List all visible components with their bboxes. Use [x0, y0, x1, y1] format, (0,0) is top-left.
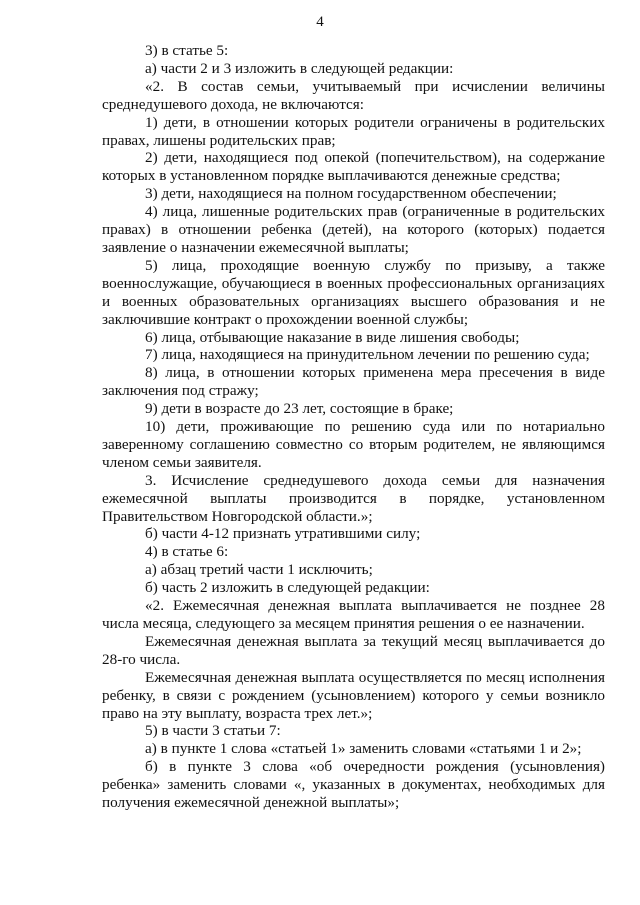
- paragraph: б) в пункте 3 слова «об очередности рождения (усыновления) ребенка» заменить словами «, указанных в документах, необходимых для получения ежемесячной денежной выплаты»;: [102, 758, 605, 812]
- paragraph: 8) лица, в отношении которых применена мера пресечения в виде заключения под стражу;: [102, 364, 605, 400]
- paragraph: 6) лица, отбывающие наказание в виде лишения свободы;: [145, 328, 520, 346]
- paragraph: «2. Ежемесячная денежная выплата выплачивается не позднее 28 числа месяца, следующего за месяцем принятия решения о ее назначении.: [102, 597, 605, 632]
- paragraph: 9) дети в возрасте до 23 лет, состоящие в браке;: [145, 400, 454, 418]
- paragraph: а) абзац третий части 1 исключить;: [145, 561, 373, 579]
- paragraph: 3) дети, находящиеся на полном государственном обеспечении;: [145, 185, 557, 203]
- page-number: 4: [316, 14, 324, 30]
- paragraph: 10) дети, проживающие по решению суда или по нотариально заверенному соглашению совместно со вторым родителем, не являющимся членом семьи заявителя.: [102, 418, 605, 471]
- paragraph: «2. В состав семьи, учитываемый при исчислении величины среднедушевого дохода, не включаются:: [102, 77, 605, 113]
- paragraph: б) часть 2 изложить в следующей редакции:: [145, 579, 430, 597]
- paragraph: Ежемесячная денежная выплата за текущий месяц выплачивается до 28-го числа.: [102, 632, 605, 668]
- paragraph: 1) дети, в отношении которых родители ограничены в родительских правах, лишены родительских прав;: [102, 113, 605, 149]
- document-body: [102, 42, 605, 812]
- paragraph: 5) лица, проходящие военную службу по призыву, а также военнослужащие, обучающиеся в военных профессиональных организациях и военных образовательных организациях высшего образования и не заключившие контракт о прохождении военной службы;: [102, 256, 605, 328]
- paragraph: Ежемесячная денежная выплата осуществляется по месяц исполнения ребенку, в связи с рождением (усыновлением) которого у семьи возникло право на эту выплату, возраста трех лет.»;: [102, 668, 605, 722]
- paragraph: 7) лица, находящиеся на принудительном лечении по решению суда;: [145, 346, 590, 364]
- paragraph: б) части 4-12 признать утратившими силу;: [145, 525, 421, 543]
- paragraph: 4) в статье 6:: [145, 543, 229, 561]
- paragraph: 3) в статье 5:: [145, 42, 229, 59]
- paragraph: 2) дети, находящиеся под опекой (попечительством), на содержание которых в установленном порядке выплачиваются денежные средства;: [102, 149, 605, 185]
- paragraph: а) в пункте 1 слова «статьей 1» заменить словами «статьями 1 и 2»;: [145, 740, 582, 758]
- paragraph: 3. Исчисление среднедушевого дохода семьи для назначения ежемесячной выплаты производится в порядке, установленном Правительством Новгородской области.»;: [102, 471, 605, 525]
- paragraph: а) части 2 и 3 изложить в следующей редакции:: [145, 59, 454, 77]
- paragraph: 4) лица, лишенные родительских прав (ограниченные в родительских правах) в отношении ребенка (детей), на которого (которых) подается заявление о назначении ежемесячной выплаты;: [102, 203, 605, 256]
- paragraph: 5) в части 3 статьи 7:: [145, 722, 281, 740]
